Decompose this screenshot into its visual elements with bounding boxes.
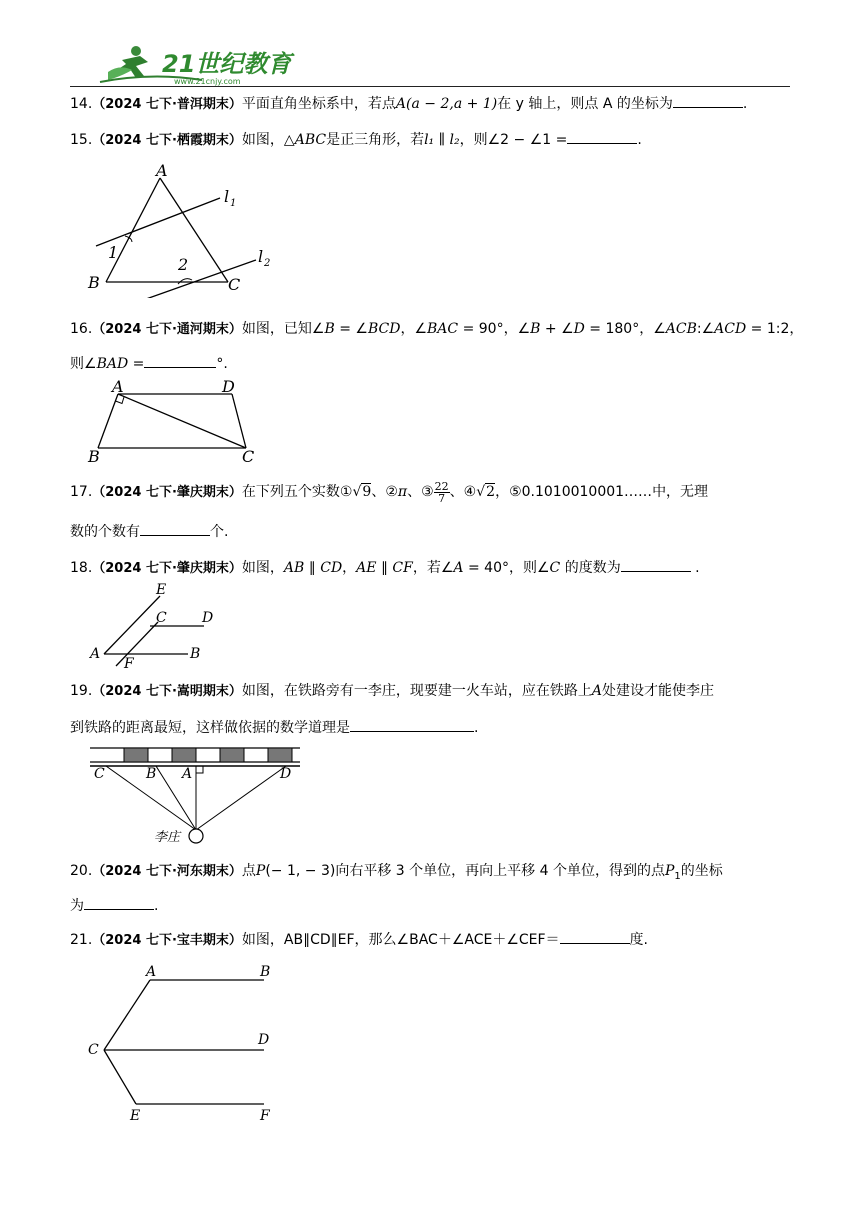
math-expr: BAC (427, 321, 459, 337)
question-text: ，∠ (400, 321, 428, 337)
math-expr: A(a − 2,a + 1) (395, 96, 498, 112)
question-text: 的坐标 (680, 863, 723, 879)
parallel-symbol: ∥ (304, 560, 321, 576)
question-source: （2024 七下·普洱期末） (92, 97, 242, 112)
math-expr: ACD (714, 321, 747, 337)
question-16-line2 (70, 352, 800, 375)
circled-number: ① (339, 484, 353, 500)
label-B: B (190, 646, 201, 662)
label-A: A (90, 646, 101, 662)
answer-blank[interactable] (140, 520, 210, 536)
math-expr: BCD (367, 321, 401, 337)
question-text: 数的个数有 (70, 524, 140, 540)
math-expr: P (664, 863, 675, 879)
question-text: 到铁路的距离最短，这样做依据的数学道理是 (70, 720, 350, 736)
label-C: C (88, 1042, 99, 1058)
figure-18-parallel-lines (84, 582, 224, 672)
label-F: F (260, 1108, 270, 1124)
question-15 (70, 128, 800, 152)
question-end: °. (216, 356, 228, 372)
label-B: B (260, 964, 271, 980)
label-l2-sub: 2 (264, 258, 271, 269)
question-source: （2024 七下·栖霞期末） (92, 133, 242, 148)
math-expr: A (591, 683, 603, 699)
question-text: = ∠ (334, 321, 368, 337)
answer-blank[interactable] (567, 128, 637, 144)
question-text: 处建设才能使李庄 (602, 683, 715, 699)
math-expr: l₁ ∥ l₂ (424, 132, 460, 148)
question-text: 如图，△ (241, 132, 295, 148)
question-text: 点 (241, 863, 256, 879)
figure-21-parallel-lines (84, 956, 284, 1126)
question-19-line2 (70, 716, 800, 739)
circled-number: ④ (463, 484, 477, 500)
logo-url: www.21cnjy.com (174, 77, 241, 86)
question-source: （2024 七下·河东期末） (92, 864, 242, 879)
question-text: 的度数为 (560, 560, 621, 576)
answer-blank[interactable] (673, 92, 743, 108)
label-A: A (156, 161, 168, 180)
figure-16-trapezoid (84, 378, 274, 470)
answer-blank[interactable] (84, 894, 154, 910)
label-l1-sub: 1 (230, 198, 237, 209)
question-text: 如图， (241, 560, 284, 576)
answer-blank[interactable] (621, 556, 691, 572)
pi-symbol: π (397, 484, 408, 500)
separator: 、 (407, 484, 422, 500)
question-number: 14. (70, 96, 93, 112)
math-expr: C (549, 560, 561, 576)
math-expr: B (324, 321, 335, 337)
question-end: 个. (210, 524, 229, 540)
math-expr: BAD (96, 356, 129, 372)
math-expr: CD (320, 560, 343, 576)
logo-text: 21世纪教育 (162, 50, 292, 78)
question-number: 15. (70, 132, 93, 148)
answer-blank[interactable] (560, 928, 630, 944)
question-text: 在下列五个实数 (241, 484, 340, 500)
math-expr: D (573, 321, 585, 337)
separator: ， (495, 484, 510, 500)
label-B: B (88, 447, 100, 466)
page-header (70, 38, 790, 88)
label-l1: l (224, 187, 230, 206)
sqrt-expr: √9 (352, 484, 372, 500)
question-source: （2024 七下·通河期末） (92, 322, 242, 337)
answer-blank[interactable] (144, 352, 216, 368)
question-18 (70, 556, 800, 580)
question-17-line2 (70, 520, 800, 543)
math-expr: P (255, 863, 266, 879)
subscript: 1 (674, 870, 681, 882)
label-C: C (156, 610, 167, 626)
decimal-value: 0.1010010001…… (521, 484, 653, 500)
separator: 、 (371, 484, 386, 500)
question-text: = 1:2， (746, 321, 804, 337)
question-16 (70, 318, 804, 341)
question-number: 16. (70, 321, 93, 337)
label-D: D (258, 1032, 270, 1048)
question-text: 如图，在铁路旁有一李庄，现要建一火车站，应在铁路上 (241, 683, 592, 699)
label-C: C (94, 766, 105, 782)
question-text: = 180°，∠ (584, 321, 666, 337)
question-number: 21. (70, 932, 93, 948)
math-expr: ACB (665, 321, 697, 337)
question-text: ，若∠ (412, 560, 454, 576)
figure-15-triangle (80, 158, 280, 298)
answer-blank[interactable] (350, 716, 474, 732)
question-text: 在 y 轴上，则点 A 的坐标为 (497, 96, 673, 112)
math-expr: AB (283, 560, 305, 576)
question-end: . (690, 560, 700, 576)
question-text: = (128, 356, 145, 372)
question-text: 是正三角形，若 (326, 132, 425, 148)
math-expr: AE (356, 560, 377, 576)
question-source: （2024 七下·宝丰期末） (92, 933, 242, 948)
question-text: = 40°，则∠ (463, 560, 550, 576)
label-D: D (222, 378, 235, 396)
label-F: F (124, 656, 134, 672)
label-l2: l (258, 247, 264, 266)
math-expr: A (453, 560, 464, 576)
question-source: （2024 七下·嵩明期末） (92, 684, 242, 699)
sqrt-expr: √2 (476, 484, 496, 500)
question-20 (70, 860, 800, 888)
question-text: 如图，AB∥CD∥EF，那么∠BAC＋∠ACE＋∠CEF＝ (241, 932, 560, 948)
header-rule (70, 86, 790, 87)
label-B: B (88, 273, 100, 292)
label-angle-1: 1 (108, 243, 119, 262)
label-A: A (182, 766, 193, 782)
math-expr: ABC (294, 132, 327, 148)
label-D: D (202, 610, 214, 626)
question-number: 18. (70, 560, 93, 576)
math-expr: B (530, 321, 541, 337)
circled-number: ⑤ (509, 484, 522, 500)
circled-number: ③ (421, 484, 434, 500)
question-number: 20. (70, 863, 93, 879)
question-source: （2024 七下·肇庆期末） (92, 561, 242, 576)
question-text: :∠ (696, 321, 715, 337)
question-source: （2024 七下·肇庆期末） (92, 485, 242, 500)
question-text: 为 (70, 898, 84, 914)
label-village: 李庄 (154, 830, 181, 845)
label-D: D (280, 766, 292, 782)
question-end: . (474, 720, 479, 736)
logo (92, 42, 332, 86)
question-end: . (154, 898, 159, 914)
question-19 (70, 680, 800, 703)
question-text: 平面直角坐标系中，若点 (241, 96, 396, 112)
question-end: 度. (629, 932, 648, 948)
question-end: . (742, 96, 748, 112)
question-number: 17. (70, 484, 93, 500)
question-number: 19. (70, 683, 93, 699)
question-text: 则∠ (70, 356, 97, 372)
question-14 (70, 92, 800, 116)
parallel-symbol: ∥ (376, 560, 393, 576)
label-C: C (242, 447, 255, 466)
label-A: A (112, 378, 124, 396)
label-A: A (146, 964, 157, 980)
label-angle-2: 2 (178, 255, 189, 274)
separator: 、 (449, 484, 464, 500)
question-text: ， (342, 560, 357, 576)
fraction: $\frac{22}{7}$ (434, 479, 449, 505)
question-20-line2 (70, 894, 800, 917)
label-C: C (228, 275, 241, 294)
question-17 (70, 480, 800, 505)
question-text: ，则∠2 − ∠1 = (459, 132, 568, 148)
circled-number: ② (385, 484, 398, 500)
question-text: + ∠ (540, 321, 574, 337)
math-expr: CF (392, 560, 413, 576)
label-E: E (130, 1108, 141, 1124)
question-21 (70, 928, 800, 952)
label-B: B (146, 766, 157, 782)
question-text: 中，无理 (652, 484, 709, 500)
question-text: 如图，已知∠ (241, 321, 325, 337)
question-end: . (637, 132, 642, 148)
question-text: (− 1, − 3)向右平移 3 个单位，再向上平移 4 个单位，得到的点 (265, 863, 665, 879)
question-text: = 90°，∠ (458, 321, 531, 337)
figure-19-railway (86, 742, 306, 848)
label-E: E (156, 582, 167, 598)
